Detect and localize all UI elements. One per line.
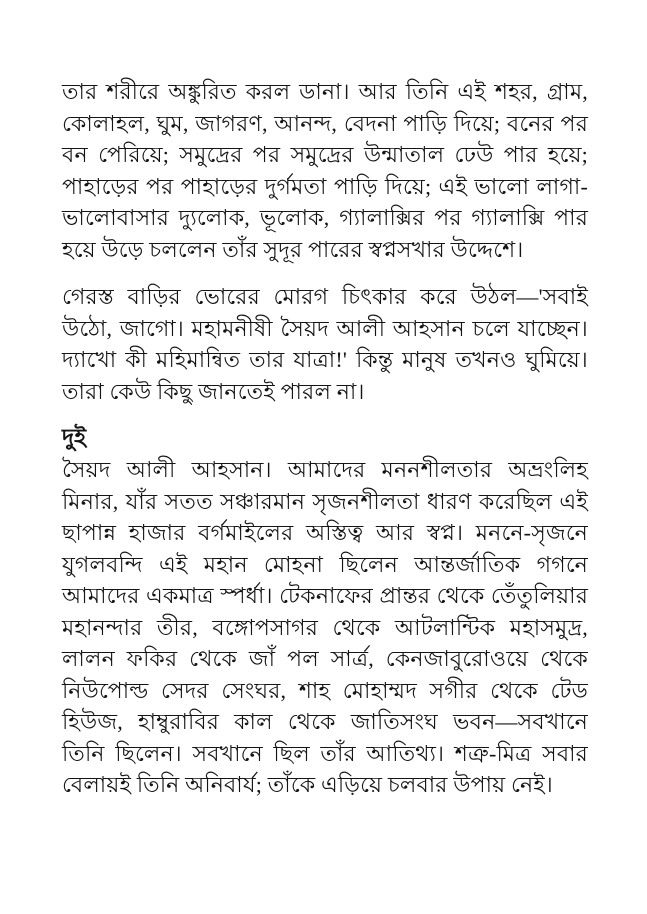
section-heading: দুই <box>62 425 87 450</box>
text-block <box>62 76 588 801</box>
paragraph-3: সৈয়দ আলী আহসান। আমাদের মননশীলতার অভ্রংলিহ মিনার, যাঁর সতত সঞ্চারমান সৃজনশীলতা ধারণ করেছিল এই ছাপান্ন হাজার বর্গমাইলের অস্তিত্ব আর স্বপ্ন। মননে-সৃজনে যুগলবন্দি এই মহান মোহনা ছিলেন আন্তর্জাতিক গগনে আমাদের একমাত্র স্পর্ধা। টেকনাফের প্রান্তর থেকে তেঁতুলিয়ার মহানন্দার তীর, বঙ্গোপসাগর থেকে আটলান্টিক মহাসমুদ্র, লালন ফকির থেকে জাঁ পল সার্ত্র, কেনজাবুরোওয়ে থেকে নিউপোল্ড সেদর সেংঘর, শাহ মোহাম্মদ সগীর থেকে টেড হিউজ, হাম্বুরাবির কাল থেকে জাতিসংঘ ভবন—সবখানে তিনি ছিলেন। সবখানে ছিল তাঁর আতিথ্য। শত্রু-মিত্র সবার বেলায়ই তিনি অনিবার্য; তাঁকে এড়িয়ে চলবার উপায় নেই। <box>62 457 588 797</box>
paragraph-2: গেরস্ত বাড়ির ভোরের মোরগ চিৎকার করে উঠল—'সবাই উঠো, জাগো। মহামনীষী সৈয়দ আলী আহসান চলে যাচ্ছেন। দ্যাখো কী মহিমান্বিত তার যাত্রা!' কিন্তু মানুষ তখনও ঘুমিয়ে। তারা কেউ কিছু জানতেই পারল না। <box>62 284 588 404</box>
paragraph-1: তার শরীরে অঙ্কুরিত করল ডানা। আর তিনি এই শহর, গ্রাম, কোলাহল, ঘুম, জাগরণ, আনন্দ, বেদনা পাড়ি দিয়ে; বনের পর বন পেরিয়ে; সমুদ্রের পর সমুদ্রের উন্মাতাল ঢেউ পার হয়ে; পাহাড়ের পর পাহাড়ের দুর্গমতা পাড়ি দিয়ে; এই ভালো লাগা-ভালোবাসার দ্যুলোক, ভূলোক, গ্যালাক্সির পর গ্যালাক্সি পার হয়ে উড়ে চললেন তাঁর সুদূর পারের স্বপ্নসখার উদ্দেশে। <box>62 79 588 262</box>
